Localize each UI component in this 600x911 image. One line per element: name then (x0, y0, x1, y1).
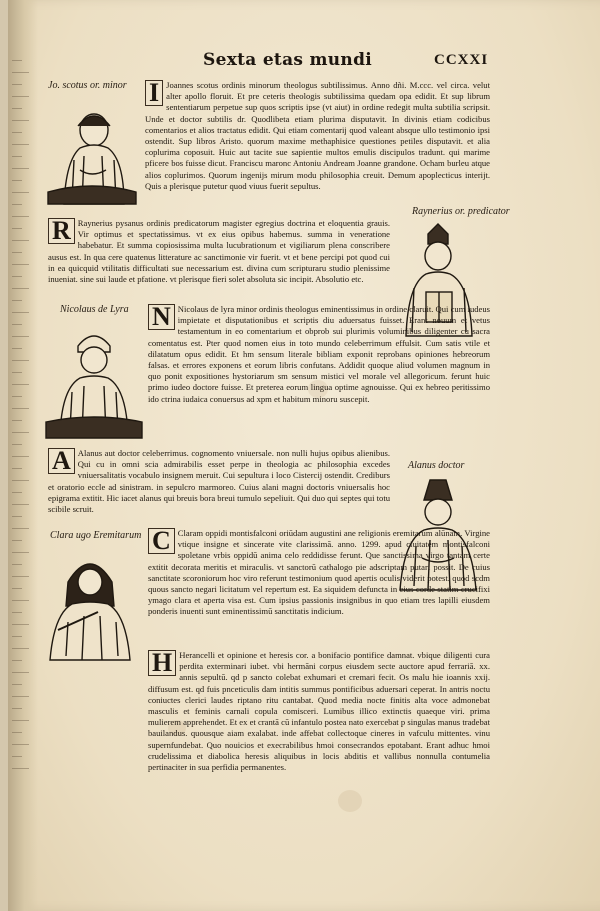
show-through-line (12, 480, 29, 481)
show-through-line (12, 732, 22, 733)
dropcap-A: A (48, 448, 75, 474)
running-head: Sexta etas mundi (203, 50, 373, 70)
show-through-line (12, 132, 22, 133)
show-through-line (12, 612, 22, 613)
show-through-line (12, 144, 29, 145)
show-through-line (12, 252, 22, 253)
entry-body-alanus: Alanus aut doctor celeberrimus. cognomento vniuersale. non nulli hujus opibus alienibus. Qui cu in omni scia admirabilis esset perpe in theologia ac philosophia excedes vniuersalitatis vocabulo insignem meruit. Cui sepultura i loco Cistercij ostendit. Crediburs et oratorio eccle ad sinistram. in sepulcro marmoreo. Cuius alani magni doctoris vniuersalis hoc epigrama extitit. Hic iacet alanus qui breuis bora breui tumulo sepeliuit. Qui duo qui septes qui totu scibile scruit. (48, 448, 390, 515)
show-through-line (12, 384, 29, 385)
show-through-line (12, 216, 29, 217)
show-through-line (12, 84, 22, 85)
entry-text-lyra (148, 304, 490, 454)
show-through-line (12, 336, 29, 337)
portrait-woodcut-clara (38, 546, 142, 664)
page-gutter (8, 0, 38, 911)
entry-text-clara (148, 528, 490, 648)
show-through-line (12, 684, 22, 685)
show-through-line (12, 504, 29, 505)
dropcap-R: R (48, 218, 75, 244)
show-through-line (12, 720, 29, 721)
show-through-line (12, 96, 29, 97)
show-through-line (12, 492, 22, 493)
book-page (8, 0, 600, 911)
entry-text-alanus (48, 448, 390, 528)
show-through-line (12, 756, 22, 757)
show-through-line (12, 348, 22, 349)
show-through-line (12, 516, 22, 517)
show-through-line (12, 444, 22, 445)
folio-number: CCXXI (434, 52, 489, 68)
show-through-line (12, 300, 22, 301)
entry-label-lyra: Nicolaus de Lyra (60, 304, 129, 315)
show-through-line (12, 396, 22, 397)
paper-stain (338, 790, 362, 812)
show-through-line (12, 588, 22, 589)
entry-text-scotus (145, 80, 490, 216)
show-through-line (12, 372, 22, 373)
show-through-line (12, 360, 29, 361)
entry-body-herancelli: Herancelli et opinione et heresis cor. a bonifacio pontifice damnat. vbique diligenti cura perdita exterminari iubet. vbi hermāni corpus eiusdem secte auctore apud ferrariā. xx. annis sepultū. qd p sancto colebat exhumari et cremari fecit. Os malu hie ioannis xxij. diffusum est. qd fuis pnceticulis dam intitis summus pontificibus aduersari ceperat. In antris noctu coniuctes clerici laudes riptano ritu cantabat. Quod media nocte finitis alta voce admonebat masculis et feminis carnali copula comisceri. Lumibus illico extinctis quaeque viri. prima mulierem apprehendet. Et ex et crantā cū infantulo postea nato exercebat p singulas manus tradebat bauilandus. quousque aiam exalabat. inde affebat collectoque cineres in vafculu mittentes. vinu supernfundebat. Quo nouicios et execrabilibus hmoi consecrandos epotabant. Erant adhuc hmoi crudelissima et diabolica heresis aliquibus in locis abditis et vallibus nonnulla contumelia pertinaciter in sua perfidia permanentes. (148, 650, 490, 773)
entry-label-raynerius: Raynerius or. predicator (412, 206, 510, 217)
entry-label-clara: Clara ugo Eremitarum (50, 530, 142, 541)
entry-text-raynerius (48, 218, 390, 314)
show-through-line (12, 636, 22, 637)
show-through-line (12, 432, 29, 433)
dropcap-I: I (145, 80, 163, 106)
show-through-line (12, 204, 22, 205)
entry-body-clara: Claram oppidi montisfalconi oriūdam augustini ane religionis eremitarum alūnam. Virgine vtique insigne et sincerate vite clarissimā. anno. 1299. apud ciuitatem montisfalconi spoletane vrbis oppidū anima celo reddidisse ferunt. Que sanctissima virgo tantam certe extitit decorata meritis et miraculis. vt sanctorū cathalogo pie adscriptam putari possit. De cuius sanctitate scoroniorum hoc viro referunt testimonium quod apertis oculis viderit potest. quod scdm quous sancto negari licitatum vel repertum est. Ea siquidem defuncta in eius corde statim crucifixi ymago clara et aperta visa est. Cum ipsius passionis insignibus in quo etiam tres lapilli eiusdem ponderis inuenti sunt eminentissimū sanctitatis indicium. (148, 528, 490, 617)
show-through-line (12, 744, 29, 745)
show-through-line (12, 288, 29, 289)
show-through-line (12, 528, 29, 529)
entry-text-herancelli (148, 648, 490, 773)
dropcap-H: H (148, 650, 176, 676)
show-through-line (12, 156, 22, 157)
portrait-woodcut-lyra (44, 322, 144, 440)
show-through-line (12, 324, 22, 325)
show-through-line (12, 456, 29, 457)
show-through-line (12, 624, 29, 625)
show-through-line (12, 192, 29, 193)
show-through-line (12, 468, 22, 469)
show-through-line (12, 552, 29, 553)
show-through-line (12, 696, 29, 697)
portrait-woodcut-scotus (44, 100, 140, 208)
show-through-line (12, 240, 29, 241)
show-through-line (12, 576, 29, 577)
show-through-line (12, 120, 29, 121)
show-through-line (12, 228, 22, 229)
show-through-line (12, 660, 22, 661)
show-through-line (12, 108, 22, 109)
show-through-line (12, 564, 22, 565)
entry-label-scotus: Jo. scotus or. minor (48, 80, 127, 91)
show-through-line (12, 768, 29, 769)
entry-label-alanus: Alanus doctor (408, 460, 465, 471)
show-through-line (12, 276, 22, 277)
show-through-line (12, 408, 29, 409)
show-through-line (12, 168, 29, 169)
show-through-line (12, 264, 29, 265)
show-through-line (12, 180, 22, 181)
show-through-line (12, 72, 29, 73)
show-through-line (12, 648, 29, 649)
show-through-line (12, 60, 22, 61)
show-through-line (12, 600, 29, 601)
dropcap-N: N (148, 304, 175, 330)
entry-body-raynerius: Raynerius pysanus ordinis predicatorum magister egregius doctrina et eloquentia grauis. Vir optimus et spectatissimus. vt ex eius opibus habemus. summa in veneratione habebatur. Et summa copiosissima multa lucubrationum et vigiliarum plena conscribere ausus est. In qua cere quatenus litterature ac sanctimonie vir fuerit. vt et bene percipi pot quod cui in ea quicquid vtilitatis difficultati sue necessarium est. divina cum scripturaru studio plenissime inueniat. sine sui laude et pfatione. vt plerisque fieri solet absoluta sic incipit. Absolutio etc. (48, 218, 390, 285)
show-through-line (12, 708, 22, 709)
dropcap-C: C (148, 528, 175, 554)
show-through-line (12, 312, 29, 313)
entry-body-lyra: Nicolaus de lyra minor ordinis theologus eminentissimus in ordine claruit. Qui cum iudeus impietate et disputationibus et scriptis diu aduersatus fuisset. Erant nouum et vetus testamentum in eo comentarium et obprob sui plurimis voluminibus diligenter cu sacra comentatus est. Pter quod nomen eius in toto mundo celeberrimum effulsit. Cum satis vtile et dilatatum opus edidit. Et hm sensum literale bibliam exponit reprobans opiniones hebreorum falsas. et errores exponens et eorum libris confutans. Addidit quoque aliud volumen magnum in quo ponit expositiones hystoriarum sm sensum mistici vel morale vel allegoricum. ferunt huic primo iudeo doctore fuisse. Et preterea eorum lingua optime agnouisse. Qui ex hebreo peritissimo ido ctrina iudaica conuersus ad xpm et habitum minoru suscepit. (148, 304, 490, 404)
show-through-line (12, 420, 22, 421)
entry-body-scotus: Joannes scotus ordinis minorum theologus subtilissimus. Anno dñi. M.ccc. vel circa. velut alter apollo floruit. Et pre ceteris theologis subtilissima quedam opa edidit. Et sup librum sententiarum perpetue sup quos scriptis ipse (vt aiut) in ordine redegit multa subtilia scripsit. Unde et doctor subtilis dr. Quodlibeta etiam plurima disputavit. In divinis etiam codicibus comentarios et alios tractatus edidit. Qui etiam comentarij quod valeant absque ullo testimonio ipsi ostendit. Sup libros Aristo. quorum maxime methaphisice questiones petiles disputavit. et alia coplurima coposuit. Huic aut tacite sue sapientie multos emulis discipulos tradunt. qui marime pficere bos fuisse dicut. Franciscu maronc Antoniu Andream Joanne grandone. Ocham burleu atque alios coplurimos. Quorum ingenijs mirum modu philosophia creuit. Demum apoplecticus interijt. Quis a plerisque putetur quod viuus fuerit sepultus. (145, 80, 490, 191)
show-through-line (12, 540, 22, 541)
show-through-line (12, 672, 29, 673)
